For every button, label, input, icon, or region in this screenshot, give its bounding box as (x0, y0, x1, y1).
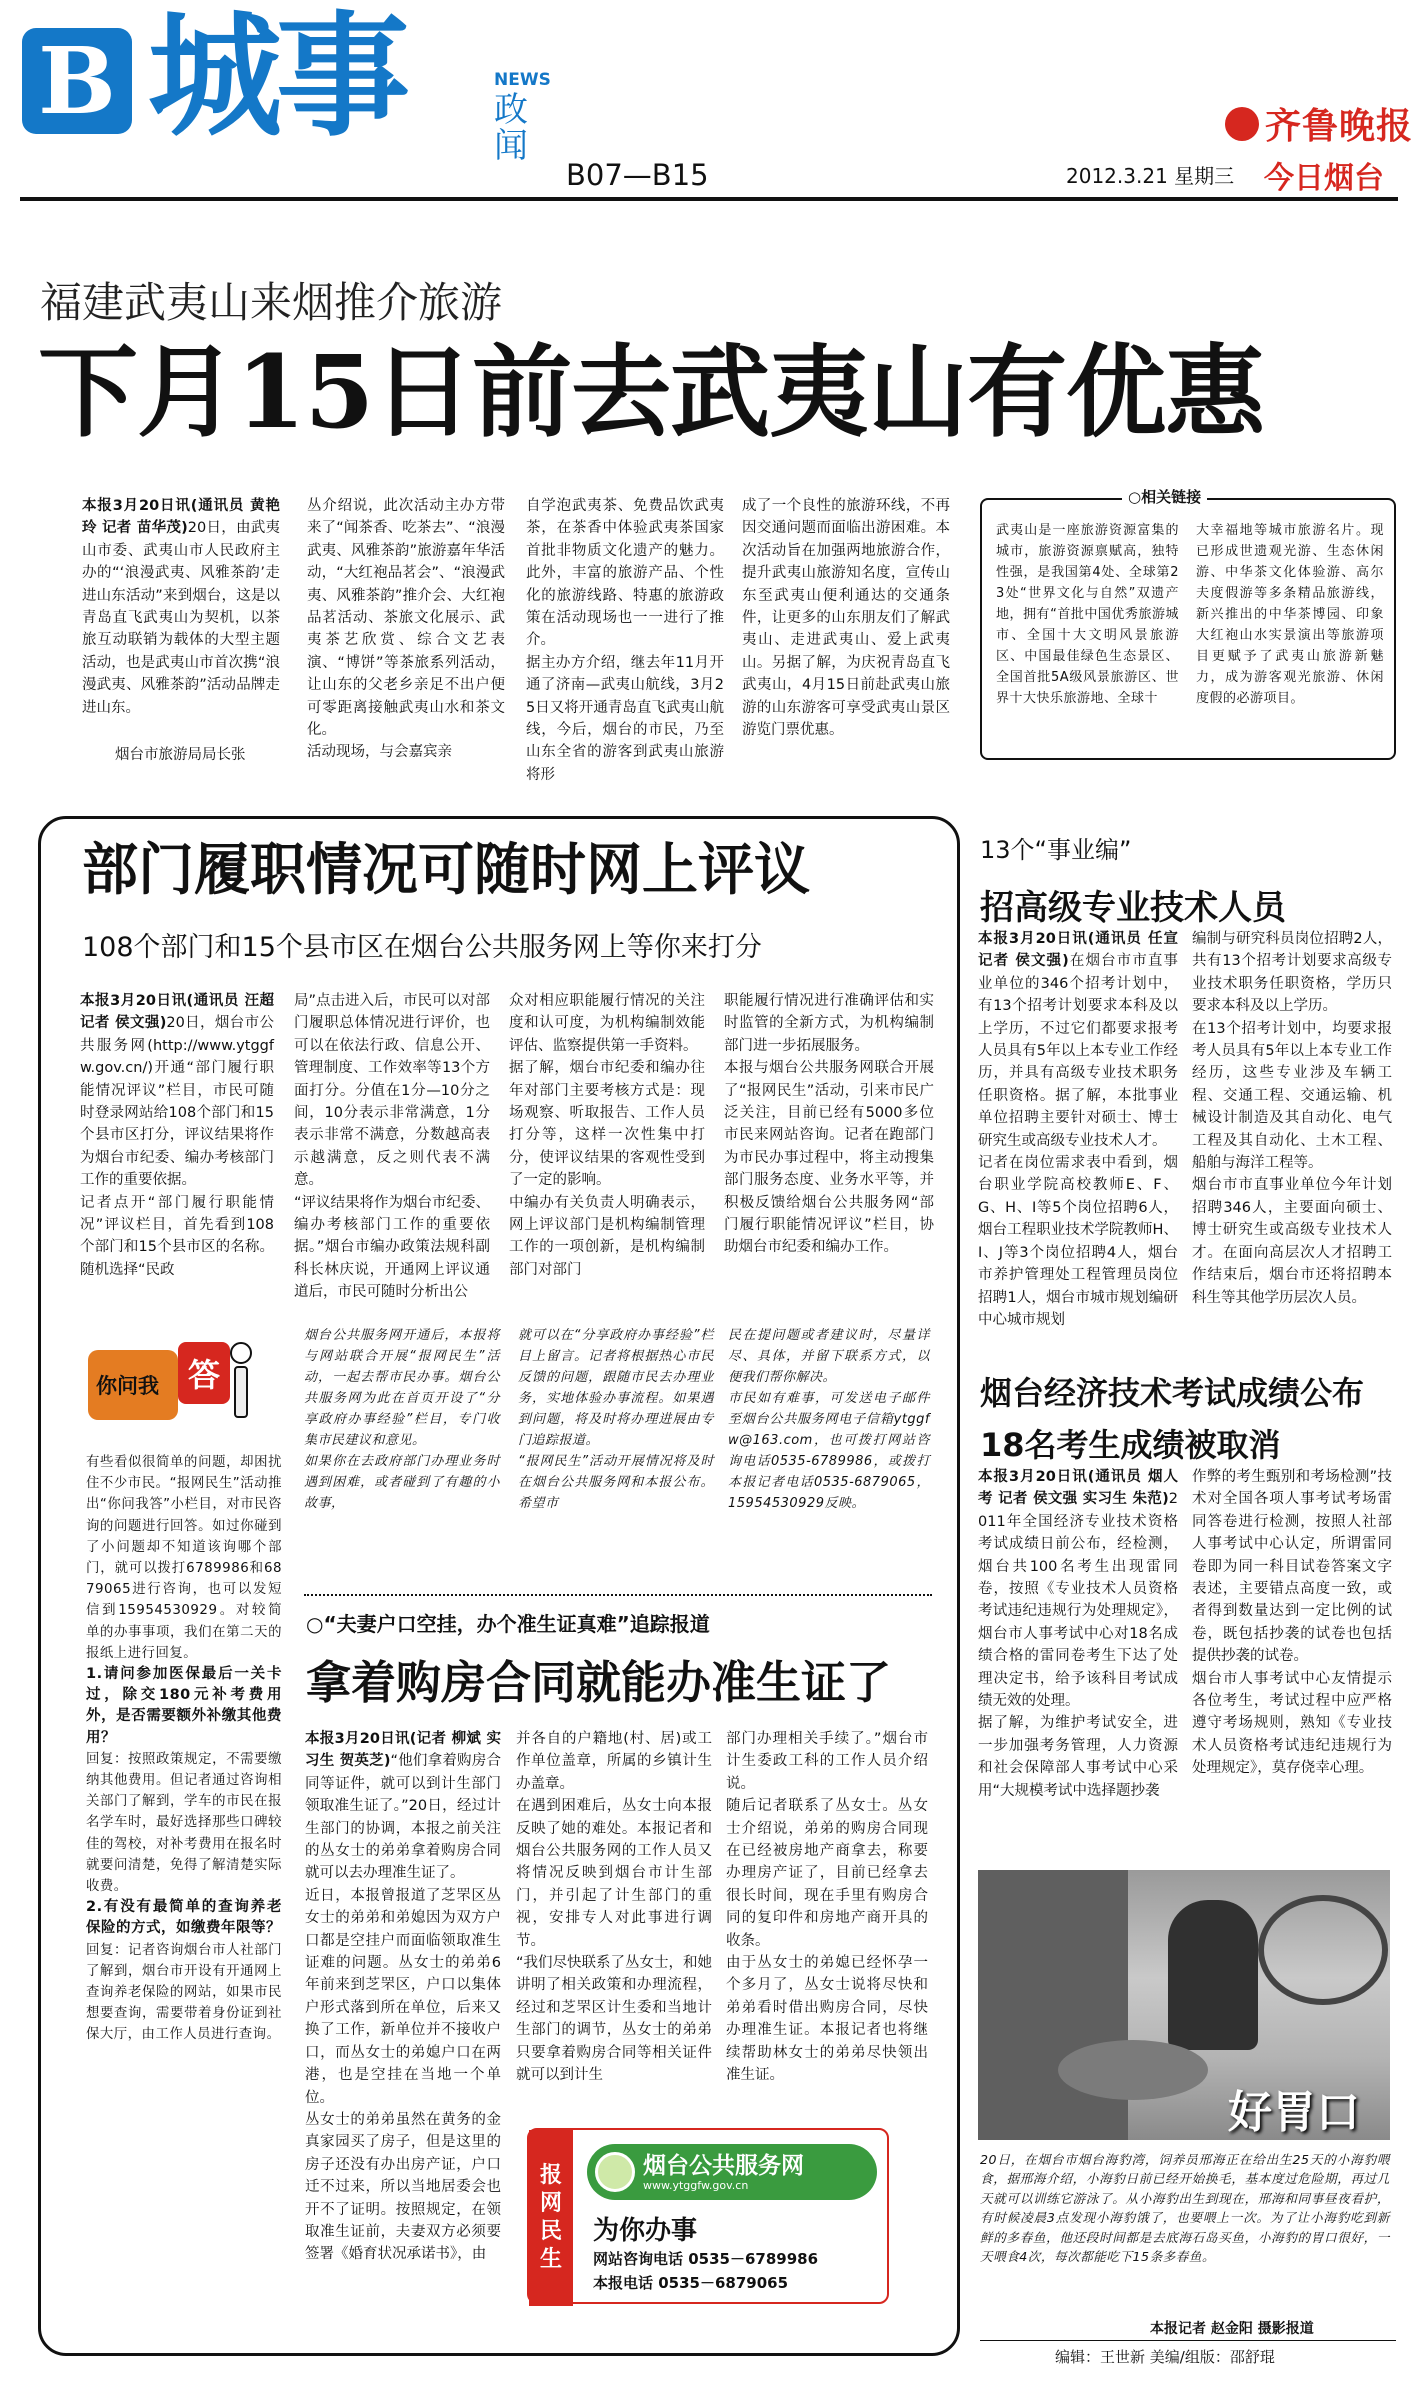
story2-byline: 本报3月20日讯(记者 柳斌 实习生 贺英芝) (305, 1731, 501, 1770)
feature-col-4: 职能履行情况进行准确评估和实时监管的全新方式，为机构编制部门进一步拓展服务。 本报与烟台公共服务网联合开展了“报网民生”活动，引来市民广泛关注，目前已经有5000多位市民来网站咨询。记者在跑部门为市民办事过程中，将主动搜集部门服务态度、业务水平等，并积极反馈给烟台公共服务网“部门履行职能情况评议”栏目，协助烟台市纪委和编办工作。 (724, 993, 934, 1256)
banner-globe-icon (595, 2152, 635, 2192)
photo-credit: 本报记者 赵金阳 摄影报道 (1150, 2321, 1314, 2337)
lead-col-1: 本报3月20日讯(通讯员 黄艳玲 记者 苗华茂)20日，由武夷山市委、武夷山市人民政府主办的“‘浪漫武夷、风雅茶韵’走进山东活动”来到烟台，这是以青岛直飞武夷山为契机，以茶旅互动联销为载体的大型主题活动，也是武夷山市首次携“浪漫武夷、风雅茶韵”活动品牌走进山东。 (82, 498, 280, 716)
banner-side-text: 报网民生 (539, 2163, 562, 2272)
masthead-badge-letter: B (38, 27, 116, 135)
lead-headline: 下月15日前去武夷山有优惠 (38, 333, 1265, 451)
ask-mascot-icon (228, 1342, 254, 1438)
news-label-zh: 政闻 (494, 90, 528, 166)
related-col-2: 大幸福地等城市旅游名片。现已形成世遗观光游、生态休闲游、中华茶文化体验游、高尔夫度假游等多条精品旅游线，新兴推出的中华茶博园、印象大红袍山水实景演出等旅游项目更赋予了武夷山旅游新魅力，成为游客观光旅游、休闲度假的必游项目。 (1196, 523, 1384, 706)
banner-phone-1: 网站咨询电话 0535－6789986 (593, 2250, 819, 2268)
footer-credits: 编辑：王世新 美编/组版：邵舒琨 (1055, 2348, 1275, 2366)
jobs-col-2: 编制与研究科员岗位招聘2人，共有13个招考计划要求高级专业技术职务任职资格，学历只要求本科及以上学历。 在13个招考计划中，均要求报考人员具有5年以上本专业工作经历，这些专业涉及车辆工程、交通工程、交通运输、机械设计制造及其自动化、电气工程及其自动化、土木工程、船舶与海洋工程等。 烟台市市直事业单位今年计划招聘346人，主要面向硕士、博士研究生或高级专业技术人才。在面向高层次人才招聘工作结束后，烟台市还将招聘本科生等其他学历层次人员。 (1192, 931, 1392, 1306)
paper-logo-text: 齐鲁晚报 (1265, 105, 1414, 147)
lead-kicker: 福建武夷山来烟推介旅游 (40, 278, 503, 327)
photo-keeper-shape (1168, 1900, 1258, 2050)
section-title: 城事 (148, 0, 405, 155)
ask-logo-label: 你问我 (96, 1374, 159, 1398)
photo-caption: 20日，在烟台市烟台海豹湾，饲养员邢海正在给出生25天的小海豹喂食，据邢海介绍，小海豹日前已经开始换毛，基本度过危险期，再过几天就可以训练它游泳了。从小海豹出生到现在，邢海和同事昼夜看护，有时候凌晨3点发现小海豹饿了，也要喂上一次。为了让小海豹吃到新鲜的多春鱼，他还段时间都是去底海石岛买鱼，小海豹的胃口很好，一天喂食4次，每次都能吃下15条多春鱼。 (980, 2152, 1390, 2265)
banner-site-name: 烟台公共服务网 (643, 2152, 804, 2179)
edition-name: 今日烟台 (1264, 161, 1384, 196)
news-label-en: NEWS (494, 70, 551, 90)
story2-col-3: 部门办理相关手续了。”烟台市计生委政工科的工作人员介绍说。 随后记者联系了丛女士。丛女士介绍说，弟弟的购房合同现在已经被房地产商拿去，称要办理房产证了，目前已经拿去很长时间，现在手里有购房合同的复印件和房地产商开具的收条。 由于丛女士的弟媳已经怀孕一个多月了，丛女士说将尽快和弟弟看时借出购房合同，尽快办理准生证。本报记者也将继续帮助林女士的弟弟尽快领出准生证。 (726, 1731, 928, 2084)
story2-kicker: ○“夫妻户口空挂，办个准生证真难”追踪报道 (306, 1612, 710, 1636)
lead-col-3: 自学泡武夷茶、免费品饮武夷茶，在茶香中体验武夷茶国家首批非物质文化遗产的魅力。此外，丰富的旅游产品、个性化的旅游线路、特惠的旅游政策在活动现场也一一进行了推介。 据主办方介绍，继去年11月开通了济南—武夷山航线，3月25日又将开通青岛直飞武夷山航线，今后，烟台的市民，乃至山东全省的游客到武夷山旅游将形 (526, 498, 724, 783)
related-title: ○相关链接 (1122, 486, 1207, 507)
jobs-byline: 本报3月20日讯(通讯员 任宣 记者 侯文强) (978, 931, 1178, 970)
feature-col-1: 本报3月20日讯(通讯员 汪超 记者 侯文强)20日，烟台市公共服务网(http://www.ytggfw.gov.cn/)开通“部门履行职能情况评议”栏目，市民可随时登录网站给108个部门和15个县市区打分，评议结果将作为烟台市纪委、编办考核部门工作的重要依据。 记者点开“部门履行职能情况”评议栏目，首先看到108个部门和15个县市区的名称。随机选择“民政 (80, 993, 274, 1278)
service-col-3: 民在提问题或者建议时，尽量详尽、具体，并留下联系方式，以便我们帮你解决。 市民如有难事，可发送电子邮件至烟台公共服务网电子信箱ytggfw@163.com，也可拨打网站咨询电话0535-6789986，或拨打本报记者电话0535-6879065，15954530929反映。 (728, 1328, 930, 1511)
ask-logo (88, 1342, 253, 1442)
page-range: B07—B15 (566, 158, 709, 192)
lead-col-2: 丛介绍说，此次活动主办方带来了“闻茶香、吃茶去”、“浪漫武夷、风雅茶韵”旅游嘉年华活动，“大红袍品茗会”、“浪漫武夷、风雅茶韵”推介会、大红袍品茗活动、茶旅文化展示、武夷茶艺欣赏、综合文艺表演、“博饼”等茶旅系列活动，让山东的父老乡亲足不出户便可零距离接触武夷山水和茶文化。 活动现场，与会嘉宾亲 (307, 498, 505, 761)
feature-byline: 本报3月20日讯(通讯员 汪超 记者 侯文强) (80, 993, 274, 1032)
ask-column: 有些看似很简单的问题，却困扰住不少市民。“报网民生”活动推出“你问我答”小栏目，对市民咨询的问题进行回答。如过你碰到了小问题却不知道该询哪个部门，就可以拨打6789986和6879065进行咨询，也可以发短信到15954530929。对较简单的办事事项，我们在第二天的报纸上进行回复。 1.请问参加医保最后一关卡过，除交180元补考费用外，是否需要额外补缴其他费用？ 回复：按照政策规定，不需要缴纳其他费用。但记者通过咨询相关部门了解到，学车的市民在报名学车时，最好选择那些口碑较佳的驾校，对补考费用在报名时就要问清楚，免得了解清楚实际收费。 2.有没有最简单的查询养老保险的方式，如缴费年限等？ 回复：记者咨询烟台市人社部门了解到，烟台市开设有开通网上查询养老保险的网站，如果市民想要查询，需要带着身份证到社保大厅，由工作人员进行查询。 (86, 1455, 282, 2043)
banner-side (529, 2130, 573, 2306)
seal-photo (978, 1870, 1390, 2140)
ask-q2: 2.有没有最简单的查询养老保险的方式，如缴费年限等？ (86, 1899, 282, 1937)
ask-q1: 1.请问参加医保最后一关卡过，除交180元补考费用外，是否需要额外补缴其他费用？ (86, 1666, 282, 1746)
jobs-headline: 招高级专业技术人员 (980, 888, 1286, 928)
story2-headline: 拿着购房合同就能办准生证了 (306, 1656, 892, 1709)
banner-site-url[interactable]: www.ytggfw.gov.cn (643, 2178, 749, 2192)
feature-headline: 部门履职情况可随时网上评议 (82, 838, 810, 903)
masthead-badge (22, 28, 132, 134)
service-rule (304, 1594, 932, 1596)
logo-swirl-icon (1225, 107, 1259, 141)
exam-col-2: 作弊的考生甄别和考场检测”技术对全国各项人事考试考场雷同答卷进行检测，按照人社部人事考试中心认定，所谓雷同卷即为同一科目试卷答案文字表述，主要错点高度一致，或者得到数量达到一定比例的试卷，既包括抄袭的试卷也包括提供抄袭的试卷。 烟台市人事考试中心友情提示各位考生，考试过程中应严格遵守考场规则，熟知《专业技术人员资格考试违纪违规行为处理规定》，莫存侥幸心理。 (1192, 1469, 1392, 1777)
exam-headline-1: 烟台经济技术考试成绩公布 (980, 1374, 1365, 1412)
photo-wall-shape (978, 1870, 1128, 2140)
story2-col-1: 本报3月20日讯(记者 柳斌 实习生 贺英芝)“他们拿着购房合同等证件，就可以到计生部门领取准生证了。”20日，经过计生部门的协调，本报之前关注的丛女士的弟弟拿着购房合同就可以去办理准生证了。 近日，本报曾报道了芝罘区丛女士的弟弟和弟媳因为双方户口都是空挂户而面临领取准生证难的问题。丛女士的弟弟6年前来到芝罘区，户口以集体户形式落到所在单位，后来又换了工作，新单位并不接收户口，而丛女士的弟媳户口在两港，也是空挂在当地一个单位。 丛女士的弟弟虽然在黄务的金真家园买了房子，但是这里的房子还没有办出房产证，户口迁不过来，所以当地居委会也开不了证明。按照规定，在领取准生证前，夫妻双方必须要签署《婚育状况承诺书》，由 (305, 1731, 501, 2263)
related-box (980, 488, 1396, 760)
lead-byline: 本报3月20日讯(通讯员 黄艳玲 记者 苗华茂) (82, 498, 280, 537)
photo-seal-shape (1058, 2040, 1208, 2100)
photo-overlay-text: 好胃口 (1228, 2087, 1360, 2138)
paper-logo (1225, 98, 1413, 149)
exam-headline-2: 18名考生成绩被取消 (980, 1426, 1281, 1464)
feature-col-3: 众对相应职能履行情况的关注度和认可度，为机构编制效能评估、监察提供第一手资料。 据了解，烟台市纪委和编办往年对部门主要考核方式是：现场观察、听取报告、工作人员打分等，这样一次性集中打分，使评议结果的客观性受到了一定的影响。 中编办有关负责人明确表示，网上评议部门是机构编制管理工作的一项创新，是机构编制部门对部门 (509, 993, 705, 1278)
exam-col-1: 本报3月20日讯(通讯员 烟人考 记者 侯文强 实习生 朱范)2011年全国经济专业技术资格考试成绩日前公布，经检测，烟台共100名考生出现雷同卷，按照《专业技术人员资格考试违纪违规行为处理规定》，烟台市人事考试中心对18名成绩合格的雷同卷考生下达了处理决定书，给予该科目考试成绩无效的处理。 据了解，为维护考试安全，进一步加强考务管理，人力资源和社会保障部人事考试中心采用“大规模考试中选择题抄袭 (978, 1469, 1178, 1799)
jobs-kicker: 13个“事业编” (980, 836, 1132, 864)
banner-phone-2: 本报电话 0535－6879065 (593, 2274, 789, 2292)
exam-byline: 本报3月20日讯(通讯员 烟人考 记者 侯文强 实习生 朱范) (978, 1469, 1178, 1508)
story2-col-2: 并各自的户籍地(村、居)或工作单位盖章，所属的乡镇计生办盖章。 在遇到困难后，丛女士向本报反映了她的难处。本报记者和烟台公共服务网的工作人员又将情况反映到烟台市计生部门，并引起了计生部门的重视，安排专人对此事进行调节。 “我们尽快联系了丛女士，和她讲明了相关政策和办理流程，经过和芝罘区计生委和当地计生部门的调节，丛女士的弟弟只要拿着购房合同等相关证件就可以到计生 (516, 1731, 713, 2084)
lead-sig: 烟台市旅游局局长张 (115, 747, 246, 763)
service-col-2: 就可以在“分享政府办事经验”栏目上留言。记者将根据热心市民反馈的问题，跟随市民去办理业务，实地体验办事流程。如果遇到问题，将及时将办理进展由专门追踪报道。 “报网民生”活动开展情况将及时在烟台公共服务网和本报公布。希望市 (518, 1328, 714, 1511)
service-banner[interactable] (527, 2128, 889, 2304)
ask-logo-answer (178, 1342, 230, 1404)
issue-date: 2012.3.21 星期三 (1066, 164, 1235, 188)
ask-logo-answer-text: 答 (187, 1356, 220, 1394)
related-col-1: 武夷山是一座旅游资源富集的城市，旅游资源禀赋高，独特性强，是我国第4处、全球第23处“世界文化与自然”双遗产地，拥有“首批中国优秀旅游城市、全国十大文明风景旅游区、中国最佳绿色生态景区、全国首批5A级风景旅游区、世界十大快乐旅游地、全球十 (996, 523, 1179, 706)
photo-basin-shape (1258, 1895, 1388, 2005)
lead-col-4: 成了一个良性的旅游环线，不再因交通问题而面临出游困难。本次活动旨在加强两地旅游合作，提升武夷山旅游知名度，宣传山东至武夷山便利通达的交通条件，让更多的山东朋友们了解武夷山、走进武夷山、爱上武夷山。另据了解，为庆祝青岛直飞武夷山，4月15日前赴武夷山旅游的山东游客可享受武夷山景区游览门票优惠。 (742, 498, 950, 739)
masthead-rule (20, 197, 1398, 201)
banner-title: 为你办事 (593, 2216, 698, 2246)
banner-site-bar (587, 2144, 877, 2200)
service-col-1: 烟台公共服务网开通后，本报将与网站联合开展“报网民生”活动，一起去帮市民办事。烟台公共服务网为此在首页开设了“分享政府办事经验”栏目，专门收集市民建议和意见。 如果你在去政府部门办理业务时遇到困难，或者碰到了有趣的小故事， (304, 1328, 500, 1511)
footer-rule (980, 2340, 1396, 2341)
feature-col-2: 局”点击进入后，市民可以对部门履职总体情况进行评价，也可以在依法行政、信息公开、管理制度、工作效率等13个方面打分。分值在1分—10分之间，10分表示非常满意，1分表示非常不满意，分数越高表示越满意，反之则代表不满意。 “评议结果将作为烟台市纪委、编办考核部门工作的重要依据。”烟台市编办政策法规科副科长林庆说，开通网上评议通道后，市民可随时分析出公 (294, 993, 491, 1301)
jobs-col-1: 本报3月20日讯(通讯员 任宣 记者 侯文强)在烟台市市直事业单位的346个招考计划中，有13个招考计划要求本科及以上学历，不过它们都要求报考人员具有5年以上本专业工作经历，并具有高级专业技术职务任职资格。据了解，本批事业单位招聘主要针对硕士、博士研究生或高级专业技术人才。 记者在岗位需求表中看到，烟台职业学院高校教师E、F、G、H、I等5个岗位招聘6人，烟台工程职业技术学院教师H、I、J等3个岗位招聘4人，烟台市养护管理处工程管理员岗位招聘1人，烟台市城市规划编研中心城市规划 (978, 931, 1178, 1328)
feature-subhead: 108个部门和15个县市区在烟台公共服务网上等你来打分 (82, 932, 762, 963)
